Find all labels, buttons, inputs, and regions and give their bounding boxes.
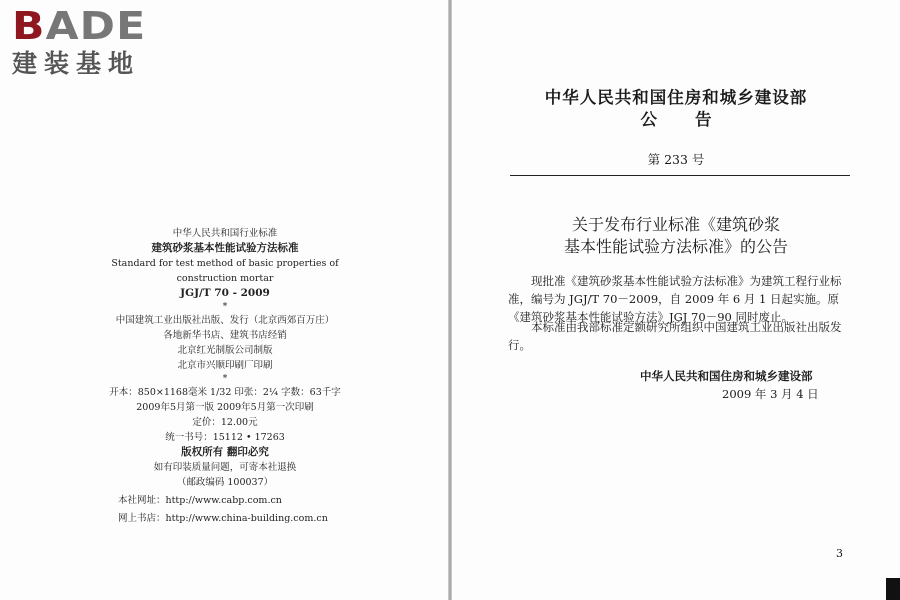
issuer-heading: 中华人民共和国住房和城乡建设部: [544, 88, 808, 107]
imprint-standard-category: 中华人民共和国行业标准: [172, 228, 278, 239]
right-page: [452, 0, 900, 600]
signer: 中华人民共和国住房和城乡建设部: [640, 369, 813, 383]
imprint-plate-maker: 北京红光制版公司制版: [177, 345, 273, 356]
imprint-online-store: 网上书店：http://www.china-building.com.cn: [118, 513, 328, 524]
scan-edge-mark: [886, 578, 900, 600]
imprint-format: 开本：850×1168毫米 1/32 印张：2¼ 字数：63千字: [109, 387, 341, 398]
paragraph-text: 现批准《建筑砂浆基本性能试验方法标准》为建筑工程行业标准，编号为 JGJ/T 70－2009，自 2009 年 6 月 1 日起实施。原《建筑砂浆基本性能试验方法》JGJ 70－90 同时废止。: [508, 274, 842, 324]
left-page: [0, 0, 448, 600]
announcement-title-line-1: 关于发布行业标准《建筑砂浆: [571, 215, 780, 234]
imprint-english-title-2: construction mortar: [176, 273, 274, 284]
imprint-separator: *: [222, 374, 228, 384]
imprint-price: 定价：12.00元: [192, 417, 258, 428]
imprint-english-title-1: Standard for test method of basic properties of: [111, 258, 339, 269]
logo-wordmark-rest: ADE: [45, 4, 147, 48]
signing-date: 2009 年 3 月 4 日: [722, 387, 819, 401]
paragraph-text: 本标准由我部标准定额研究所组织中国建筑工业出版社出版发行。: [508, 320, 842, 352]
heading-divider: [510, 175, 850, 176]
announcement-title-line-2: 基本性能试验方法标准》的公告: [563, 237, 788, 256]
copyright-imprint: [100, 226, 350, 526]
imprint-edition: 2009年5月第一版 2009年5月第一次印刷: [136, 402, 314, 413]
logo-wordmark-accent: B: [12, 4, 46, 48]
imprint-publisher: 中国建筑工业出版社出版、发行（北京西郊百万庄）: [115, 315, 335, 326]
logo-wordmark: [12, 6, 202, 46]
imprint-website: 本社网址：http://www.cabp.com.cn: [118, 495, 282, 506]
announcement-paragraph-2: [508, 318, 848, 354]
imprint-book-title: 建筑砂浆基本性能试验方法标准: [151, 242, 299, 254]
imprint-postal-code: （邮政编码 100037）: [176, 477, 274, 488]
bade-logo: [12, 6, 182, 78]
imprint-book-number: 统一书号：15112 • 17263: [165, 432, 285, 443]
notice-number: 第 233 号: [647, 152, 705, 167]
notice-heading: 公告: [640, 110, 750, 129]
imprint-standard-code: JGJ/T 70 - 2009: [180, 287, 270, 299]
imprint-separator: *: [222, 302, 228, 312]
logo-chinese-text: 建装基地: [12, 49, 141, 78]
imprint-return-note: 如有印装质量问题，可寄本社退换: [153, 462, 297, 473]
page-number: 3: [836, 547, 843, 560]
imprint-distributor: 各地新华书店、建筑书店经销: [163, 330, 287, 341]
imprint-copyright: 版权所有 翻印必究: [181, 446, 269, 458]
imprint-printer: 北京市兴顺印刷厂印刷: [177, 360, 273, 371]
